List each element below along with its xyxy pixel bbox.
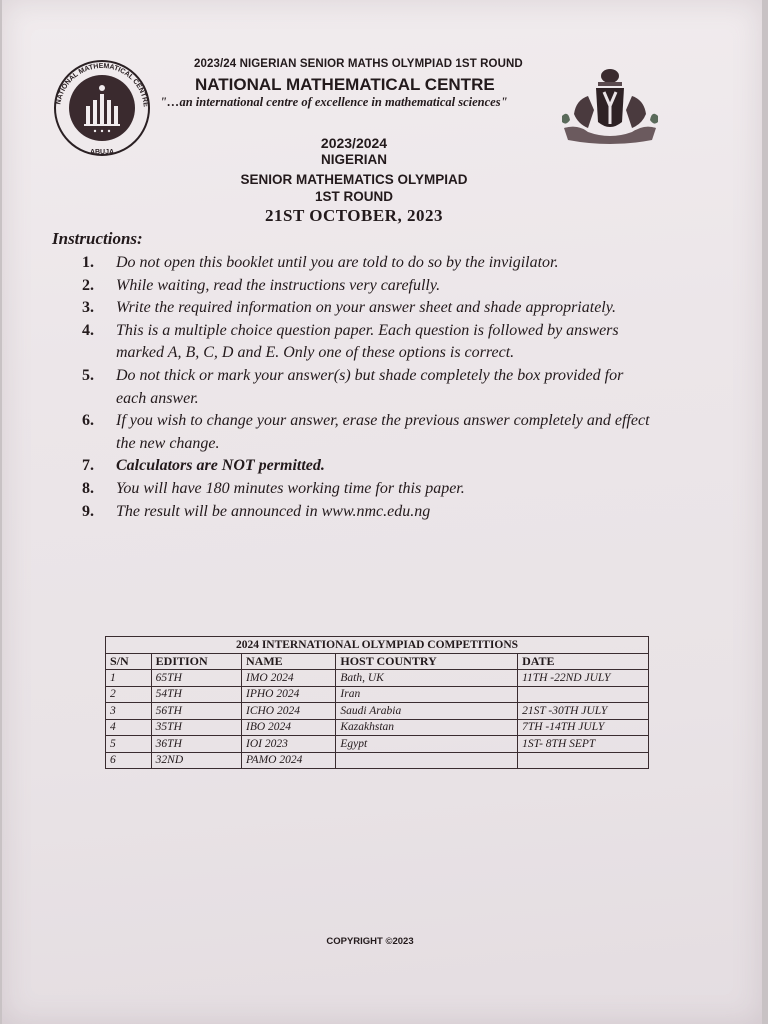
instruction-item	[82, 410, 652, 455]
cell-host-country: Iran	[336, 686, 518, 703]
exam-cover-page	[2, 0, 762, 1024]
instruction-item	[82, 501, 652, 524]
header-edition: EDITION	[151, 653, 241, 670]
exam-date: 21ST OCTOBER, 2023	[265, 206, 443, 225]
table-row	[106, 752, 649, 769]
cell-host-country	[336, 752, 518, 769]
svg-text:ABUJA: ABUJA	[89, 149, 115, 156]
exam-country: NIGERIAN	[320, 152, 387, 167]
cell-date: 1ST- 8TH SEPT	[518, 736, 649, 753]
cell-edition: 32ND	[151, 752, 241, 769]
svg-text:NATIONAL MATHEMATICAL CENTRE: NATIONAL MATHEMATICAL CENTRE	[55, 62, 149, 108]
instruction-item	[82, 275, 652, 298]
instruction-text: Do not open this booklet until you are told to do so by the invigilator.	[116, 254, 559, 271]
instruction-text: Write the required information on your answer sheet and shade appropriately.	[116, 299, 616, 317]
cell-sn: 1	[106, 670, 152, 687]
instruction-number: 9.	[82, 502, 94, 520]
exam-competition: SENIOR MATHEMATICS OLYMPIAD	[240, 172, 468, 187]
table-row	[106, 703, 649, 720]
instruction-text: If you wish to change your answer, erase the previous answer completely and effect the new change.	[116, 412, 650, 452]
cell-edition: 65TH	[151, 670, 241, 687]
instruction-item	[82, 320, 652, 365]
cell-edition: 54TH	[151, 686, 241, 703]
cell-name: IOI 2023	[242, 736, 336, 753]
instruction-number: 4.	[82, 321, 94, 339]
cell-sn: 5	[106, 736, 152, 753]
instruction-item	[82, 297, 652, 320]
cell-name: PAMO 2024	[242, 752, 336, 769]
header-date: DATE	[518, 653, 649, 670]
instruction-number: 8.	[82, 479, 94, 497]
instruction-item	[82, 478, 652, 501]
header-host-country: HOST COUNTRY	[336, 653, 518, 670]
instruction-item	[82, 365, 652, 410]
instruction-text: Calculators are NOT permitted.	[116, 457, 325, 475]
instruction-number: 2.	[82, 276, 94, 294]
olympiad-table	[105, 636, 649, 769]
instructions-list	[82, 252, 652, 523]
cell-name: IMO 2024	[242, 670, 336, 687]
instruction-text: Do not thick or mark your answer(s) but shade completely the box provided for each answer.	[116, 366, 624, 407]
cell-sn: 4	[106, 719, 152, 736]
cell-edition: 56TH	[151, 703, 241, 720]
cell-edition: 35TH	[151, 719, 241, 736]
instruction-number: 1.	[82, 254, 94, 271]
centre-tagline: "…an international centre of excellence in mathematical sciences"	[160, 95, 508, 109]
table-row	[106, 670, 649, 687]
cell-sn: 2	[106, 686, 152, 703]
cell-date	[518, 686, 649, 703]
cell-host-country: Saudi Arabia	[336, 703, 518, 720]
exam-year: 2023/2024	[320, 135, 388, 151]
instruction-number: 6.	[82, 412, 94, 430]
instruction-number: 5.	[82, 366, 94, 384]
copyright-notice: COPYRIGHT ©2023	[326, 936, 414, 947]
cell-sn: 6	[106, 752, 152, 769]
centre-name: NATIONAL MATHEMATICAL CENTRE	[195, 75, 495, 94]
table-row	[106, 686, 649, 703]
table-row	[106, 719, 649, 736]
cell-date: 7TH -14TH JULY	[518, 719, 649, 736]
instruction-text: While waiting, read the instructions very carefully.	[116, 276, 441, 294]
instruction-text: This is a multiple choice question paper. Each question is followed by answers marked A, B, C, D and E. Only one of these options is correct.	[116, 321, 619, 362]
header-name: NAME	[242, 653, 336, 670]
cell-date: 11TH -22ND JULY	[518, 670, 649, 687]
header-sn: S/N	[106, 653, 152, 670]
cell-edition: 36TH	[151, 736, 241, 753]
cell-name: ICHO 2024	[242, 703, 336, 720]
cell-host-country: Egypt	[336, 736, 518, 753]
cell-name: IBO 2024	[242, 719, 336, 736]
instruction-number: 3.	[82, 299, 94, 317]
cell-sn: 3	[106, 703, 152, 720]
cell-host-country: Bath, UK	[336, 670, 518, 687]
instruction-text: The result will be announced in www.nmc.edu.ng	[116, 502, 431, 520]
instruction-text: You will have 180 minutes working time for this paper.	[116, 479, 465, 497]
instructions-heading: Instructions:	[52, 229, 143, 248]
instruction-item	[82, 252, 652, 275]
olympiad-table-wrapper	[105, 636, 649, 769]
instruction-item	[82, 455, 652, 478]
cell-date	[518, 752, 649, 769]
instruction-number: 7.	[82, 457, 94, 475]
table-row	[106, 736, 649, 753]
cell-date: 21ST -30TH JULY	[518, 703, 649, 720]
cell-name: IPHO 2024	[242, 686, 336, 703]
exam-topline: 2023/24 NIGERIAN SENIOR MATHS OLYMPIAD 1ST ROUND	[194, 58, 523, 70]
exam-round: 1ST ROUND	[314, 189, 393, 204]
table-caption: 2024 INTERNATIONAL OLYMPIAD COMPETITIONS	[106, 637, 649, 654]
cell-host-country: Kazakhstan	[336, 719, 518, 736]
